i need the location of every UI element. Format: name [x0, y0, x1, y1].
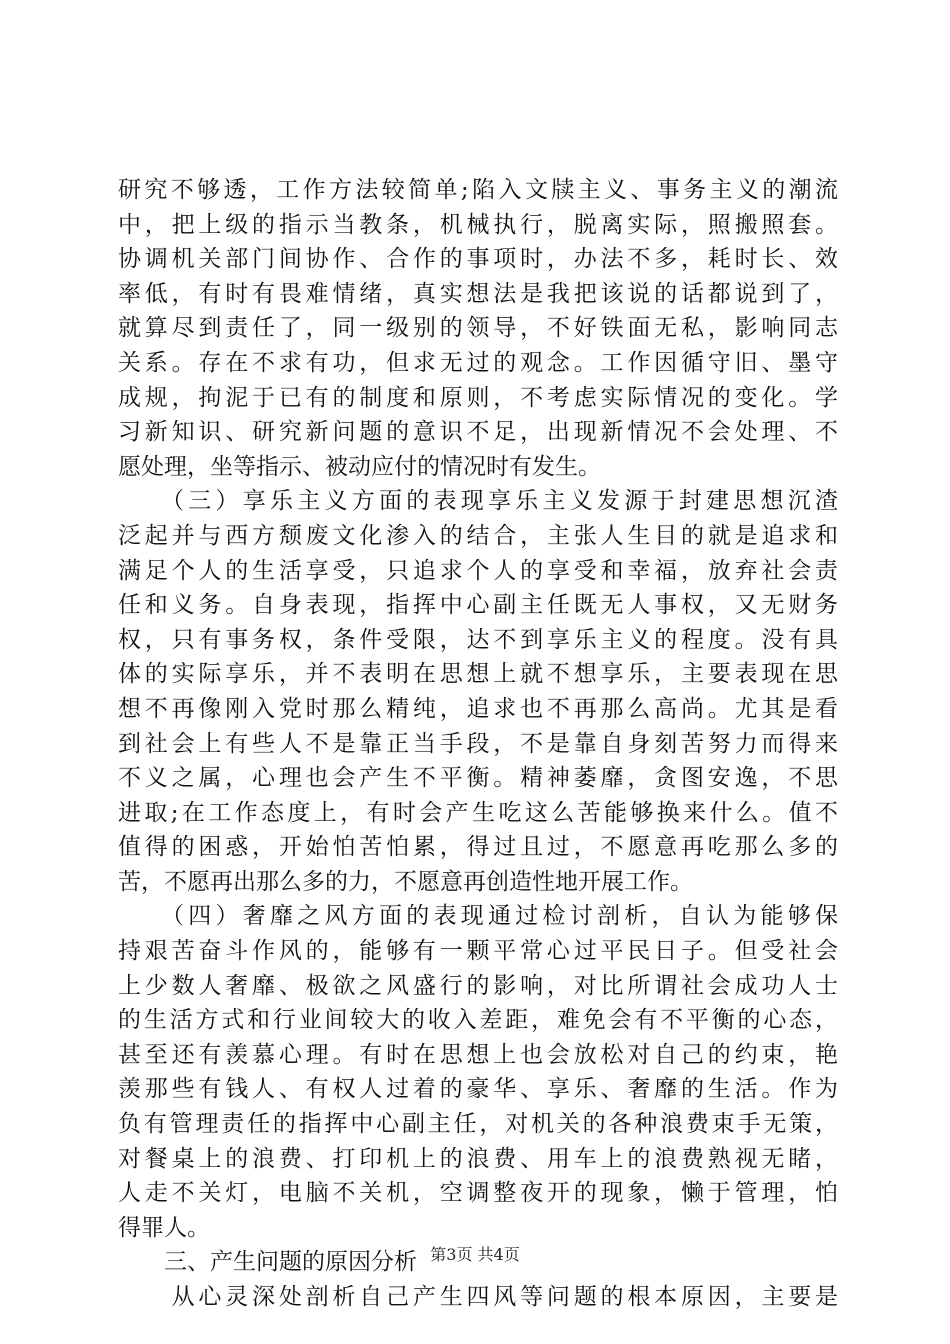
text-line: 负有管理责任的指挥中心副主任，对机关的各种浪费束手无策， [118, 1111, 838, 1138]
text-line: 研究不够透，工作方法较简单;陷入文牍主义、事务主义的潮流 [118, 177, 838, 203]
text-line: （三）享乐主义方面的表现享乐主义发源于封建思想沉渣 [118, 488, 838, 515]
text-line: 就算尽到责任了，同一级别的领导，不好铁面无私，影响同志 [118, 315, 838, 342]
text-line: 到社会上有些人不是靠正当手段，不是靠自身刻苦努力而得来 [118, 730, 838, 757]
text-line: 值得的困惑，开始怕苦怕累，得过且过，不愿意再吃那么多的 [118, 834, 838, 861]
page-footer: 第3页 共4页 [430, 1245, 520, 1264]
text-line: 泛起并与西方颓废文化渗入的结合，主张人生目的就是追求和 [118, 522, 838, 549]
text-line: 持艰苦奋斗作风的，能够有一颗平常心过平民日子。但受社会 [118, 938, 838, 965]
text-line: 成规，拘泥于已有的制度和原则，不考虑实际情况的变化。学 [118, 384, 838, 411]
document-body [118, 173, 838, 1315]
text-line: 对餐桌上的浪费、打印机上的浪费、用车上的浪费熟视无睹， [118, 1145, 838, 1172]
text-line: 人走不关灯，电脑不关机，空调整夜开的现象，懒于管理，怕 [118, 1180, 838, 1207]
text-line: 甚至还有羡慕心理。有时在思想上也会放松对自己的约束，艳 [118, 1041, 838, 1068]
text-line: 愿处理，坐等指示、被动应付的情况时有发生。 [118, 453, 601, 480]
text-line: （四）奢靡之风方面的表现通过检讨剖析，自认为能够保 [118, 903, 838, 930]
text-line: 从心灵深处剖析自己产生四风等问题的根本原因，主要是 [118, 1284, 838, 1310]
text-line: 满足个人的生活享受，只追求个人的享受和幸福，放弃社会责 [118, 557, 838, 584]
text-line: 苦，不愿再出那么多的力，不愿意再创造性地开展工作。 [118, 868, 693, 895]
text-line: 权，只有事务权，条件受限，达不到享乐主义的程度。没有具 [118, 626, 838, 653]
text-line: 关系。存在不求有功，但求无过的观念。工作因循守旧、墨守 [118, 349, 838, 376]
text-line: 体的实际享乐，并不表明在思想上就不想享乐，主要表现在思 [118, 661, 838, 688]
text-line: 不义之属，心理也会产生不平衡。精神萎靡，贪图安逸，不思 [118, 765, 838, 792]
text-line: 羡那些有钱人、有权人过着的豪华、享乐、奢靡的生活。作为 [118, 1076, 838, 1103]
text-line: 率低，有时有畏难情绪，真实想法是我把该说的话都说到了， [118, 280, 838, 307]
text-line: 的生活方式和行业间较大的收入差距，难免会有不平衡的心态， [118, 1007, 838, 1034]
text-line: 三、产生问题的原因分析 [118, 1249, 417, 1276]
text-line: 上少数人奢靡、极欲之风盛行的影响，对比所谓社会成功人士 [118, 972, 838, 999]
text-line: 想不再像刚入党时那么精纯，追求也不再那么高尚。尤其是看 [118, 695, 838, 722]
text-line: 习新知识、研究新问题的意识不足，出现新情况不会处理、不 [118, 419, 838, 446]
text-line: 任和义务。自身表现，指挥中心副主任既无人事权，又无财务 [118, 592, 838, 619]
text-line: 协调机关部门间协作、合作的事项时，办法不多，耗时长、效 [118, 246, 838, 273]
text-line: 进取;在工作态度上，有时会产生吃这么苦能够换来什么。值不 [118, 799, 838, 826]
text-line: 得罪人。 [118, 1214, 210, 1241]
text-line: 中，把上级的指示当教条，机械执行，脱离实际，照搬照套。 [118, 211, 838, 238]
